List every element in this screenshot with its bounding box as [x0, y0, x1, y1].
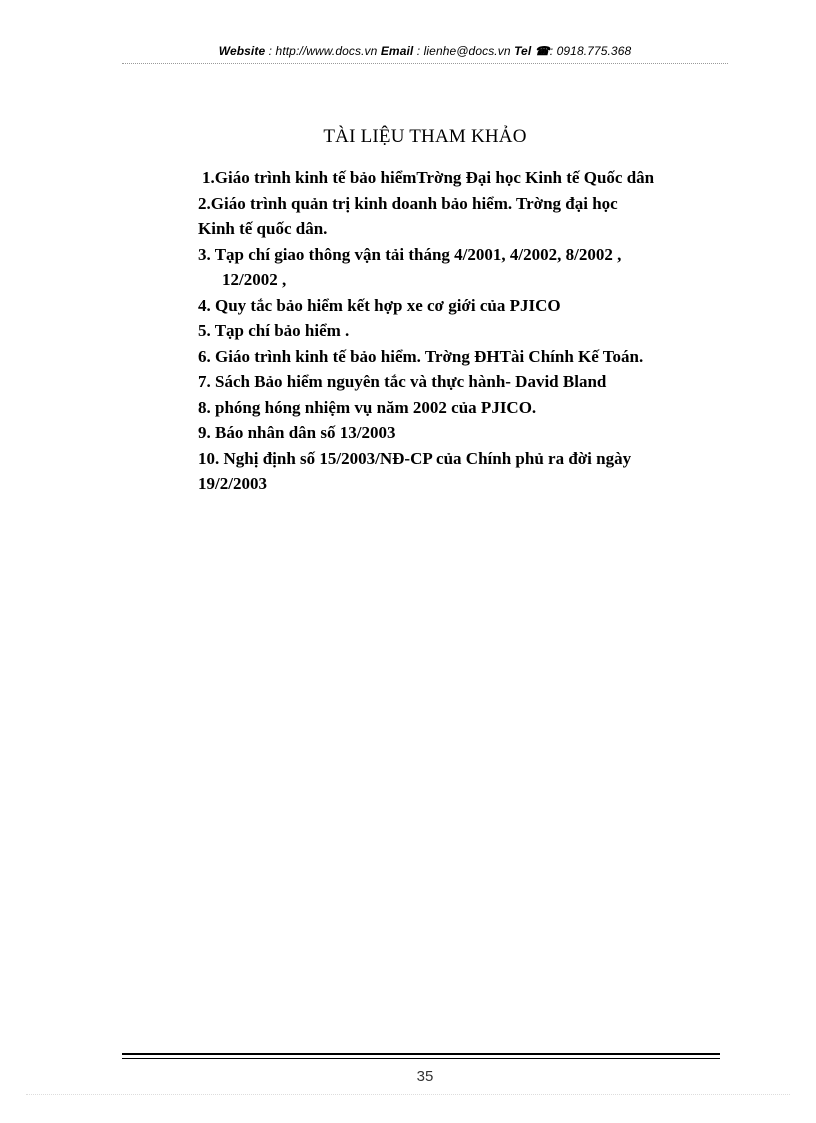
- website-value: : http://www.docs.vn: [268, 44, 378, 58]
- reference-continuation: Kinh tế quốc dân.: [198, 219, 328, 238]
- reference-list: [198, 165, 728, 497]
- reference-text: 6. Giáo trình kinh tế bảo hiểm. Trờng ĐHTài Chính Kế Toán.: [198, 346, 644, 366]
- reference-text: 3. Tạp chí giao thông vận tải tháng 4/2001, 4/2002, 8/2002 ,: [198, 244, 622, 264]
- reference-text: 8. phóng hóng nhiệm vụ năm 2002 của PJICO.: [198, 397, 537, 417]
- reference-continuation: 12/2002 ,: [222, 270, 287, 289]
- reference-item: [198, 369, 728, 395]
- reference-item: [198, 293, 728, 319]
- reference-item: [198, 344, 728, 370]
- website-label: Website: [218, 44, 266, 58]
- reference-item: [198, 318, 728, 344]
- reference-text: 7. Sách Bảo hiểm nguyên tắc và thực hành- David Bland: [198, 372, 607, 391]
- reference-item: [198, 191, 728, 242]
- reference-item: [198, 242, 728, 293]
- reference-continuation: 19/2/2003: [198, 474, 267, 493]
- email-label: Email: [380, 44, 414, 58]
- phone-icon: ☎: [534, 44, 550, 58]
- tel-label: Tel: [514, 44, 532, 58]
- reference-item: [198, 395, 728, 421]
- reference-item: [198, 165, 728, 191]
- reference-text: 4. Quy tắc bảo hiểm kết hợp xe cơ giới của PJICO: [198, 295, 561, 315]
- header-divider: [122, 63, 728, 64]
- page-bottom-dotted-edge: [26, 1094, 790, 1095]
- reference-text: 10. Nghị định số 15/2003/NĐ-CP của Chính phủ ra đời ngày: [198, 448, 632, 468]
- email-value: : lienhe@docs.vn: [416, 44, 511, 58]
- page-header: [122, 44, 728, 58]
- reference-text: 9. Báo nhân dân số 13/2003: [198, 423, 396, 442]
- page-title: TÀI LIỆU THAM KHẢO: [323, 126, 527, 147]
- tel-value: : 0918.775.368: [549, 44, 632, 58]
- page-number: 35: [416, 1068, 434, 1085]
- footer-divider-thick: [122, 1053, 720, 1055]
- reference-text: 1.Giáo trình kinh tế bảo hiểmTrờng Đại học Kinh tế Quốc dân: [202, 168, 655, 187]
- reference-text: 2.Giáo trình quản trị kinh doanh bảo hiểm. Trờng đại học: [198, 193, 618, 213]
- reference-item: [198, 446, 728, 497]
- reference-text: 5. Tạp chí bảo hiểm .: [198, 321, 350, 340]
- footer-divider-thin: [122, 1058, 720, 1059]
- reference-item: [198, 420, 728, 446]
